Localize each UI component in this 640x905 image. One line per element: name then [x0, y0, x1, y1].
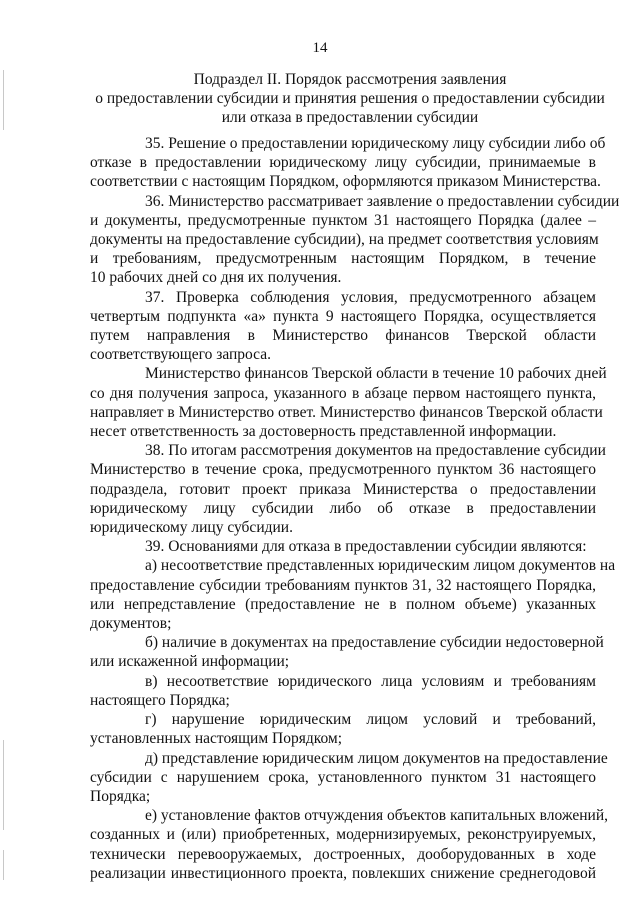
text-line: четвертым подпункта «а» пункта 9 настоящего Порядка, осуществляется	[90, 307, 596, 325]
heading-line: или отказа в предоставлении субсидии	[221, 109, 479, 126]
text-line: в) несоответствие юридического лица условиям и требованиям	[145, 672, 596, 690]
text-line: Порядка;	[90, 787, 151, 805]
text-line: путем направления в Министерство финансов Тверской области	[90, 327, 596, 345]
paragraph	[90, 749, 608, 807]
text-line: 39. Основаниями для отказа в предоставлении субсидии являются:	[145, 538, 587, 556]
paragraph	[90, 806, 609, 883]
text-line: предоставление субсидии требованиям пунктов 31, 32 настоящего Порядка,	[90, 576, 596, 594]
text-line: реализации инвестиционного проекта, повлекших снижение среднегодовой	[90, 864, 596, 882]
text-line: д) представление юридическим лицом документов на предоставление	[145, 749, 608, 767]
paragraph	[90, 710, 596, 748]
text-line: со дня получения запроса, указанного в абзаце первом настоящего пункта,	[90, 384, 596, 402]
paragraph	[90, 633, 604, 671]
text-line: несет ответственность за достоверность представленной информации.	[90, 423, 557, 441]
text-line: а) несоответствие представленных юридическим лицом документов на	[145, 557, 616, 575]
text-line: отказе в предоставлении юридическому лицу субсидии, принимаемые в	[90, 154, 596, 172]
text-line: Министерство финансов Тверской области в течение 10 рабочих дней	[145, 365, 607, 383]
text-line: технически перевооружаемых, достроенных, дооборудованных в ходе	[90, 845, 596, 863]
text-line: направляет в Министерство ответ. Министерство финансов Тверской области	[90, 403, 603, 421]
text-line: 10 рабочих дней со дня их получения.	[90, 269, 342, 287]
paragraph	[90, 441, 606, 537]
text-line: Министерство в течение срока, предусмотренного пунктом 36 настоящего	[90, 461, 596, 479]
paragraph	[90, 672, 596, 710]
margin-mark	[3, 70, 4, 130]
text-line: субсидии с нарушением срока, установленного пунктом 31 настоящего	[90, 768, 596, 786]
text-line: и документы, предусмотренные пунктом 31 настоящего Порядка (далее –	[90, 211, 596, 229]
text-line: б) наличие в документах на предоставление субсидии недостоверной	[145, 634, 604, 652]
text-line: документов;	[90, 615, 172, 633]
text-line: соответствующего запроса.	[90, 346, 272, 364]
margin-mark	[3, 740, 4, 830]
document-body	[90, 134, 620, 883]
paragraph	[90, 134, 606, 192]
text-line: установленных настоящим Порядком;	[90, 730, 343, 748]
text-line: соответствии с настоящим Порядком, оформляются приказом Министерства.	[90, 173, 601, 191]
text-line: 37. Проверка соблюдения условия, предусмотренного абзацем	[145, 288, 596, 306]
paragraph	[90, 537, 596, 556]
text-line: е) установление фактов отчуждения объектов капитальных вложений,	[145, 807, 609, 825]
paragraph	[90, 364, 607, 441]
text-line: созданных и (или) приобретенных, модернизируемых, реконструируемых,	[90, 826, 596, 844]
text-line: документы на предоставление субсидии), на предмет соответствия условиям	[90, 231, 599, 249]
heading-line: о предоставлении субсидии и принятия решения о предоставлении субсидии	[95, 90, 605, 107]
text-line: подраздела, готовит проект приказа Министерства о предоставлении	[90, 480, 596, 498]
section-heading	[60, 70, 640, 127]
text-line: настоящего Порядка;	[90, 691, 230, 709]
paragraph	[90, 556, 616, 633]
text-line: юридическому лицу субсидии либо об отказе в предоставлении	[90, 499, 596, 517]
text-line: 35. Решение о предоставлении юридическому лицу субсидии либо об	[145, 135, 606, 152]
paragraph	[90, 288, 596, 365]
margin-mark	[3, 850, 4, 880]
text-line: г) нарушение юридическим лицом условий и требований,	[145, 711, 596, 729]
text-line: юридическому лицу субсидии.	[90, 519, 293, 537]
text-line: или непредставление (предоставление не в полном объеме) указанных	[90, 595, 596, 613]
text-line: или искаженной информации;	[90, 653, 290, 671]
page-number: 14	[312, 40, 328, 56]
heading-line: Подраздел II. Порядок рассмотрения заявления	[193, 71, 507, 88]
text-line: и требованиям, предусмотренным настоящим Порядком, в течение	[90, 250, 596, 268]
text-line: 38. По итогам рассмотрения документов на предоставление субсидии	[145, 442, 606, 460]
paragraph	[90, 192, 620, 288]
text-line: 36. Министерство рассматривает заявление о предоставлении субсидии	[145, 192, 620, 210]
